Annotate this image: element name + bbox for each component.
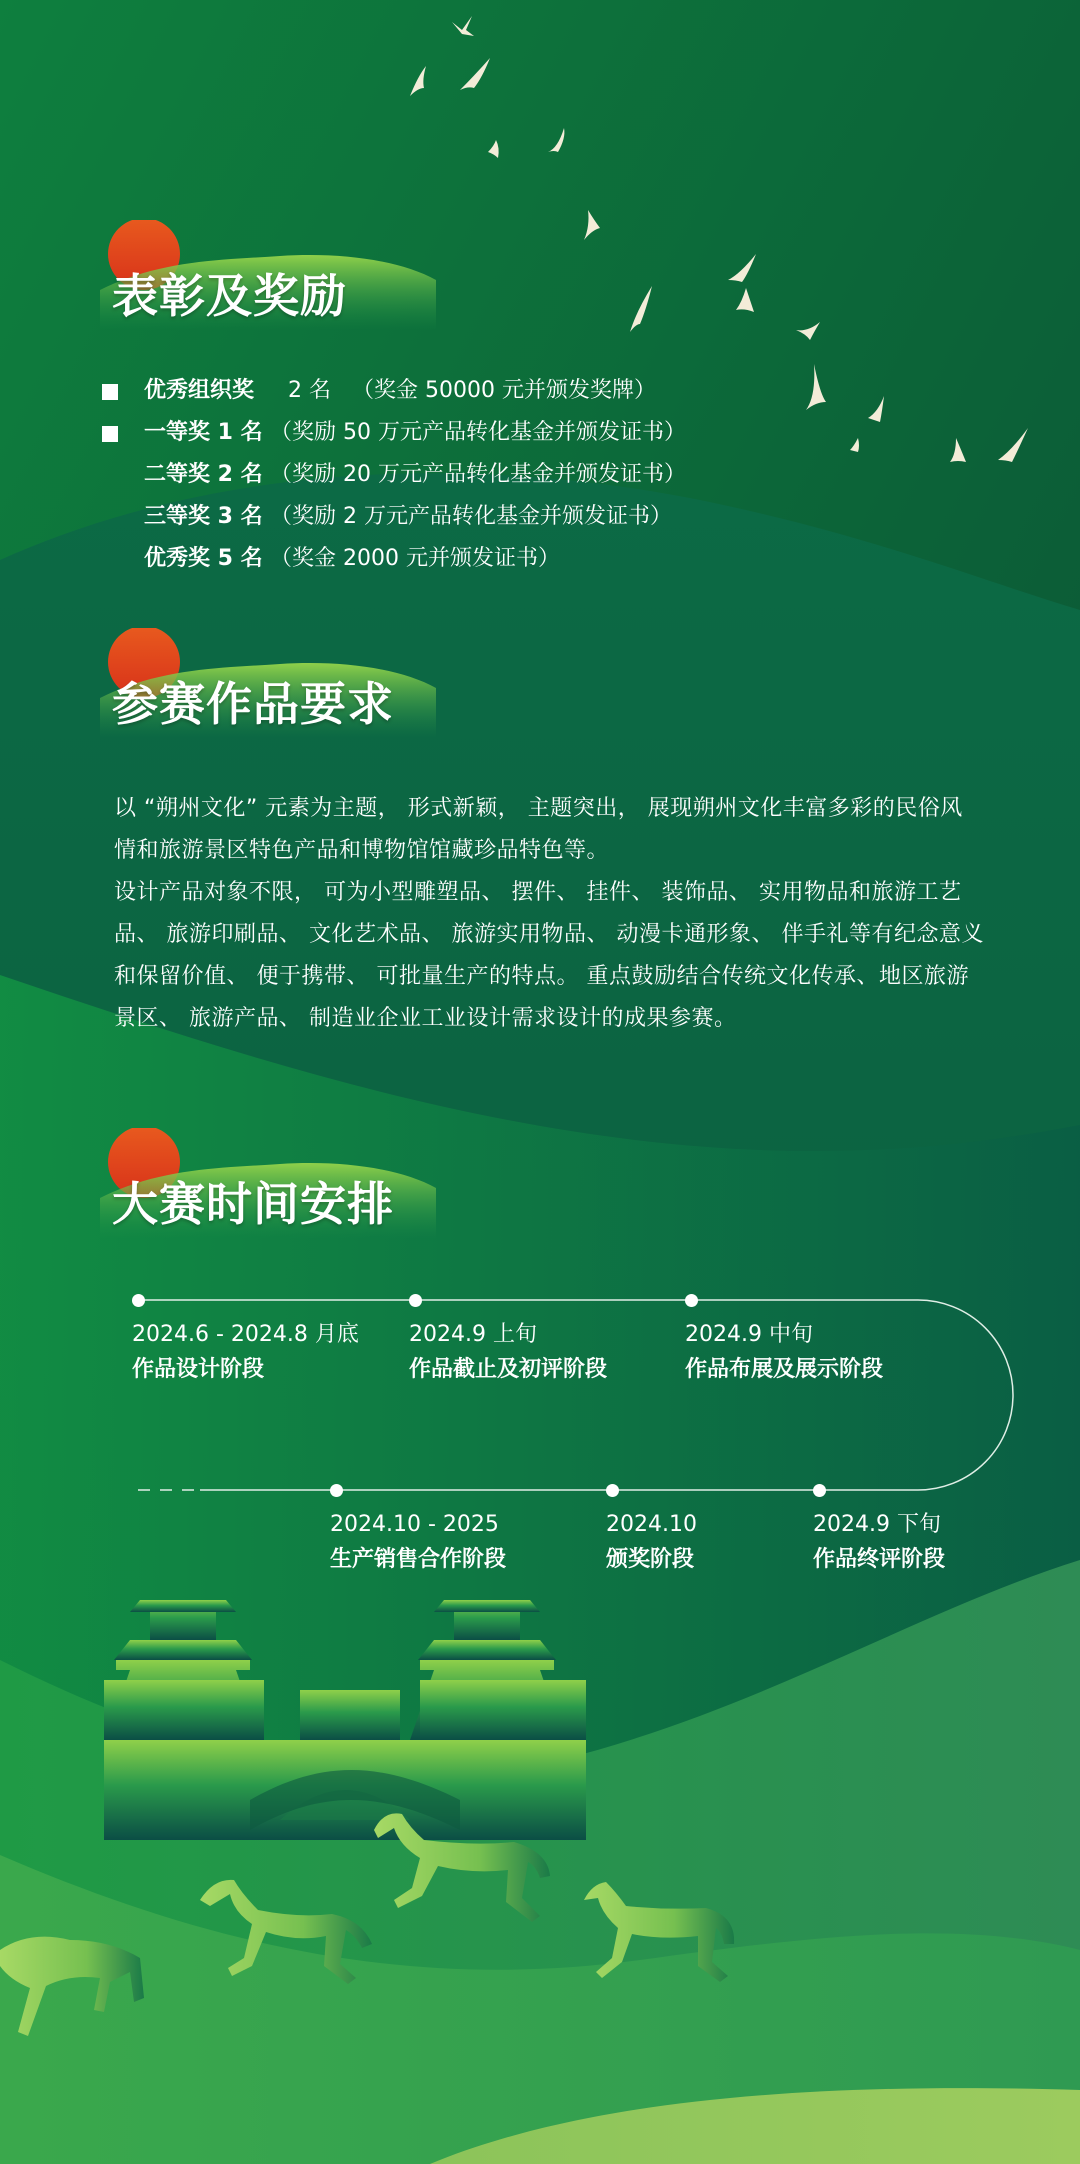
- schedule-stage: 作品终评阶段: [813, 1547, 946, 1572]
- section-title-schedule: 大赛时间安排: [112, 1177, 394, 1231]
- schedule-item: [813, 1508, 945, 1578]
- schedule-stage: 颁奖阶段: [606, 1547, 695, 1572]
- schedule-item: [685, 1318, 883, 1388]
- schedule-date: 2024.9 下旬: [813, 1512, 941, 1537]
- schedule-stage: 作品设计阶段: [132, 1357, 265, 1382]
- award-row: [102, 412, 742, 454]
- award-desc: （奖金 2000 元并颁发证书）: [270, 546, 560, 571]
- timeline-dot: [409, 1294, 422, 1307]
- award-name: 三等奖 3 名: [144, 504, 263, 529]
- schedule-timeline: [0, 1280, 1080, 1620]
- schedule-item: [330, 1508, 506, 1578]
- schedule-date: 2024.10: [606, 1512, 697, 1537]
- schedule-item: [606, 1508, 697, 1578]
- award-row: [102, 496, 742, 538]
- award-name: 优秀奖 5 名: [144, 546, 263, 571]
- award-row: [102, 454, 742, 496]
- award-desc: （奖励 20 万元产品转化基金并颁发证书）: [270, 462, 686, 487]
- schedule-date: 2024.9 上旬: [409, 1322, 537, 1347]
- award-desc: （奖金 50000 元并颁发奖牌）: [352, 378, 656, 403]
- schedule-date: 2024.9 中旬: [685, 1322, 813, 1347]
- award-desc: （奖励 50 万元产品转化基金并颁发证书）: [270, 420, 686, 445]
- award-desc: （奖励 2 万元产品转化基金并颁发证书）: [270, 504, 672, 529]
- section-header-requirements: [100, 628, 440, 738]
- square-bullet-icon: [102, 426, 118, 442]
- awards-list: [102, 370, 742, 580]
- timeline-dot: [330, 1484, 343, 1497]
- award-row: [102, 538, 742, 580]
- section-header-schedule: [100, 1128, 440, 1238]
- timeline-dot: [132, 1294, 145, 1307]
- award-row: [102, 370, 742, 412]
- requirements-paragraph: 以 “朔州文化” 元素为主题， 形式新颖， 主题突出， 展现朔州文化丰富多彩的民俗风情和旅游景区特色产品和博物馆馆藏珍品特色等。: [114, 796, 963, 863]
- schedule-stage: 作品截止及初评阶段: [409, 1357, 608, 1382]
- schedule-date: 2024.10 - 2025: [330, 1512, 499, 1537]
- schedule-stage: 作品布展及展示阶段: [685, 1357, 884, 1382]
- award-name: 一等奖 1 名: [144, 420, 263, 445]
- timeline-dot: [606, 1484, 619, 1497]
- award-count: 2 名: [288, 378, 331, 403]
- requirements-paragraph: 设计产品对象不限， 可为小型雕塑品、 摆件、 挂件、 装饰品、 实用物品和旅游工艺品、 旅游印刷品、 文化艺术品、 旅游实用物品、 动漫卡通形象、 伴手礼等有纪念意义和保留价值、 便于携带、 可批量生产的特点。 重点鼓励结合传统文化传承、地区旅游景区、 旅游产品、 制造业企业工业设计需求设计的成果参赛。: [114, 880, 984, 1031]
- square-bullet-icon: [102, 384, 118, 400]
- requirements-text: [114, 788, 984, 1040]
- schedule-item: [132, 1318, 359, 1388]
- award-name: 优秀组织奖: [144, 378, 255, 403]
- timeline-dot: [813, 1484, 826, 1497]
- section-header-awards: [100, 220, 440, 330]
- section-title-awards: 表彰及奖励: [112, 269, 347, 323]
- timeline-dot: [685, 1294, 698, 1307]
- section-title-requirements: 参赛作品要求: [112, 677, 394, 731]
- award-name: 二等奖 2 名: [144, 462, 263, 487]
- schedule-stage: 生产销售合作阶段: [330, 1547, 507, 1572]
- schedule-item: [409, 1318, 607, 1388]
- schedule-date: 2024.6 - 2024.8 月底: [132, 1322, 359, 1347]
